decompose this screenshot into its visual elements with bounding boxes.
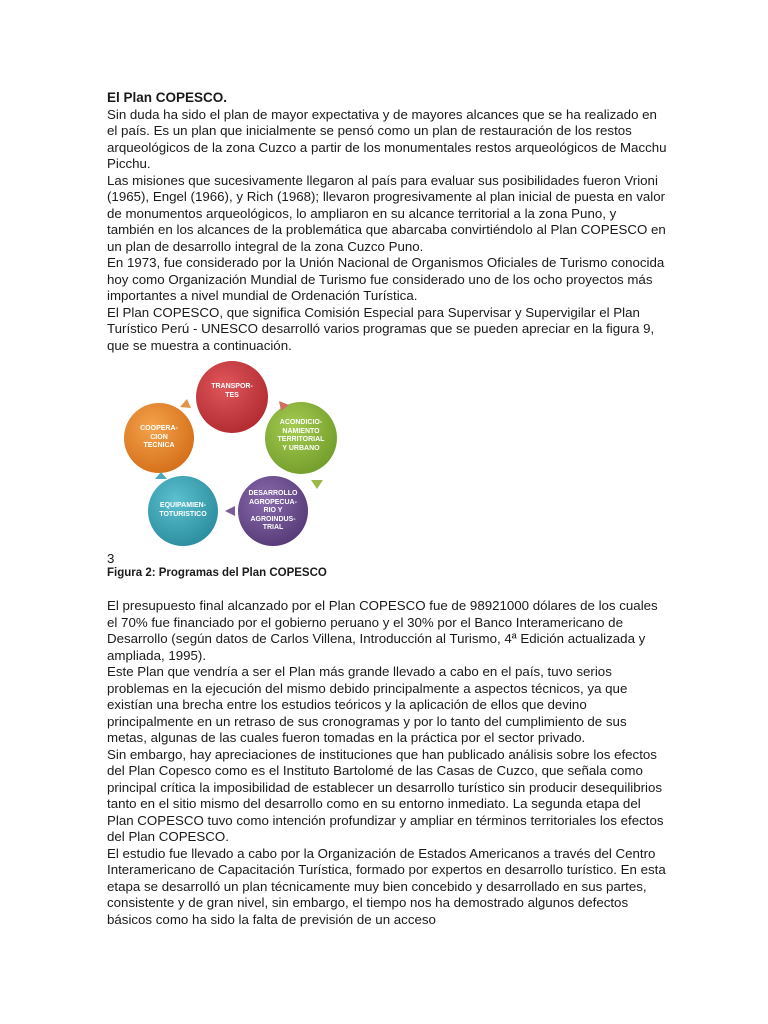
paragraph: En 1973, fue considerado por la Unión Nacional de Organismos Oficiales de Turismo conocida hoy como Organización Mundial de Turismo fue considerado uno de los ocho proyectos más importantes a nivel mundial de Ordenación Turística. [107,255,665,303]
paragraph: Sin duda ha sido el plan de mayor expectativa y de mayores alcances que se ha realizado en el país. Es un plan que inicialmente se pensó como un plan de restauración de los restos arqueológicos de la zona Cuzco a partir de los monumentales restos arqueológicos de Macchu Picchu. [107,106,667,171]
arrow-icon [311,480,323,489]
paragraph: Las misiones que sucesivamente llegaron al país para evaluar sus posibilidades fueron Vrioni (1965), Engel (1966), y Rich (1968); llevaron progresivamente al plan inicial de puesta en valor de monumentos arqueológicos, lo ampliaron en su alcance territorial a la zona Puno, y también en los alcances de la problemática que abarcaba convirtiéndolo al Plan COPESCO en un plan de desarrollo integral de la zona Cuzco Puno. [107,172,666,254]
paragraph: El Plan COPESCO, que significa Comisión Especial para Supervisar y Supervigilar el Plan Turístico Perú - UNESCO desarrolló varios programas que se pueden apreciar en la figura 9, que se muestra a continuación. [107,304,655,353]
node-label-equipamiento: EQUIPAMIEN- TOTURISTICO [159,502,207,518]
figure-caption: Figura 2: Programas del Plan COPESCO [107,567,327,579]
copesco-programs-diagram [117,359,357,549]
paragraph: El presupuesto final alcanzado por el Plan COPESCO fue de 98921000 dólares de los cuales el 70% fue financiado por el gobierno peruano y el 30% por el Banco Interamericano de Desarrollo (según datos de Carlos Villena, Introducción al Turismo, 4ª Edición actualizada y ampliada, 1995). [107,598,658,663]
arrow-icon [225,506,235,516]
figure-number: 3 [107,551,115,566]
section-title: El Plan COPESCO. [107,90,228,105]
arrow-icon [180,399,191,408]
node-label-acondicionamiento: ACONDICIO- NAMIENTO TERRITORIAL Y URBANO [277,419,325,452]
paragraph: Este Plan que vendría a ser el Plan más grande llevado a cabo en el país, tuvo serios problemas en la ejecución del mismo debido principalmente a aspectos técnicos, ya que existían una brecha entre los estudios teóricos y la aplicación de ellos que devino principalmente en un retraso de sus cronogramas y por lo tanto del cumplimiento de sus metas, algunas de las cuales fueron tomadas en la práctica por el sector privado. [107,664,628,745]
node-label-transportes: TRANSPOR- TES [211,383,253,399]
paragraph: Sin embargo, hay apreciaciones de instituciones que han publicado análisis sobre los efectos del Plan Copesco como es el Instituto Bartolomé de las Casas de Cuzco, que señala como principal crítica la imposibilidad de establecer un desarrollo turístico sin producir desequilibrios tanto en el sitio mismo del desarrollo como en su entorno inmediato. La segunda etapa del Plan COPESCO tuvo como intención profundizar y ampliar en términos territoriales los efectos del Plan COPESCO. [107,746,664,844]
node-label-desarrollo: DESARROLLO AGROPECUA- RIO Y AGROINDUS- TRIAL [248,490,298,531]
paragraph: El estudio fue llevado a cabo por la Organización de Estados Americanos a través del Centro Interamericano de Capacitación Turística, formado por expertos en desarrollo turístico. En esta etapa se desarrolló un plan técnicamente muy bien concebido y desarrollado en sus partes, consistente y de gran nivel, sin embargo, el tiempo nos ha demostrado algunos defectos básicos como ha sido la falta de previsión de un acceso [107,845,666,927]
document-page [107,90,667,928]
node-label-cooperacion: COOPERA- CION TECNICA [140,425,178,449]
arrow-icon [155,472,167,479]
